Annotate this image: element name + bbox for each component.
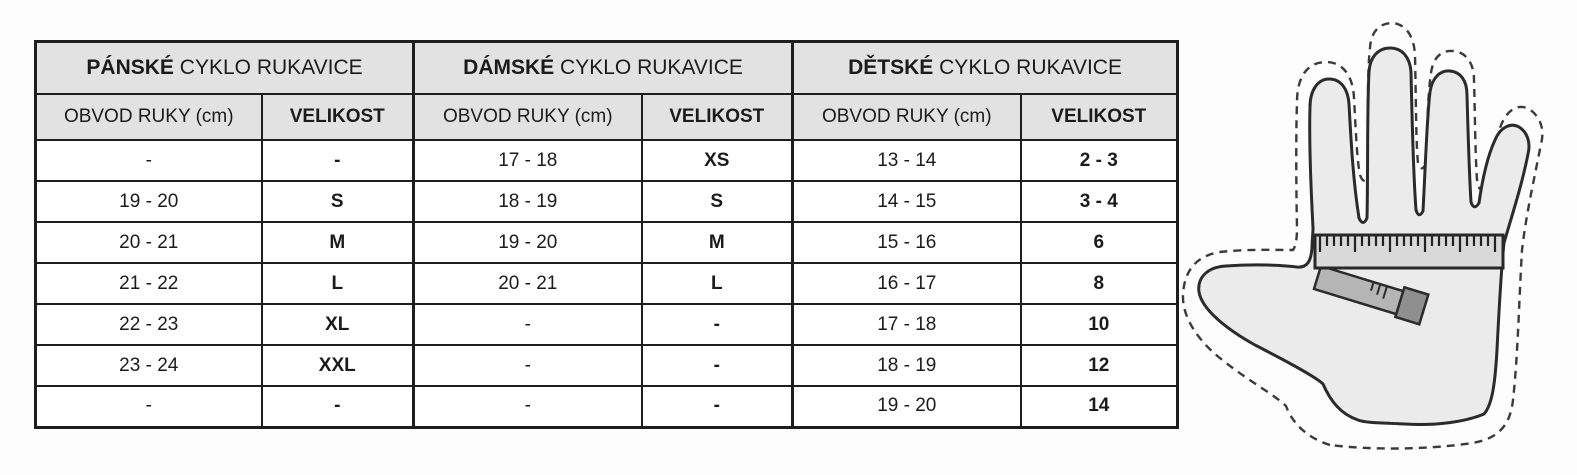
circumference-value-cell: 19 - 20 [414, 222, 642, 263]
size-row [36, 345, 1178, 386]
circumference-value-cell: 23 - 24 [36, 345, 262, 386]
size-value-cell: 6 [1021, 222, 1178, 263]
size-value-cell: 12 [1021, 345, 1178, 386]
circumference-value-cell: 14 - 15 [793, 181, 1021, 222]
mens-title-bold: PÁNSKÉ [86, 56, 174, 79]
mens-table-title [36, 42, 414, 95]
mens-title-rest: CYKLO RUKAVICE [179, 56, 363, 79]
womens-title-rest: CYKLO RUKAVICE [560, 56, 743, 79]
size-value-cell: XXL [262, 345, 414, 386]
size-value-cell: 14 [1021, 386, 1178, 427]
size-value-cell: 2 - 3 [1021, 140, 1178, 181]
circumference-value-cell: 18 - 19 [793, 345, 1021, 386]
circumference-value-cell: - [36, 140, 262, 181]
kids-table-title [793, 42, 1178, 95]
size-value-cell: - [642, 345, 793, 386]
size-row [36, 140, 1178, 181]
circumference-value-cell: 19 - 20 [36, 181, 262, 222]
womens-circumference-header: OBVOD RUKY (cm) [414, 94, 642, 140]
circumference-value-cell: 16 - 17 [793, 263, 1021, 304]
size-value-cell: 8 [1021, 263, 1178, 304]
circumference-value-cell: 18 - 19 [414, 181, 642, 222]
size-row [36, 263, 1178, 304]
circumference-value-cell: 17 - 18 [414, 140, 642, 181]
size-value-cell: M [262, 222, 414, 263]
womens-size-header: VELIKOST [642, 94, 793, 140]
mens-circumference-header: OBVOD RUKY (cm) [36, 94, 262, 140]
size-value-cell: - [642, 386, 793, 427]
mens-size-header: VELIKOST [262, 94, 414, 140]
circumference-value-cell: - [414, 304, 642, 345]
size-row [36, 304, 1178, 345]
womens-title-bold: DÁMSKÉ [463, 56, 555, 79]
size-value-cell: XL [262, 304, 414, 345]
size-rows [36, 140, 1178, 427]
size-row [36, 386, 1178, 427]
size-value-cell: - [642, 304, 793, 345]
circumference-value-cell: 15 - 16 [793, 222, 1021, 263]
circumference-value-cell: 20 - 21 [36, 222, 262, 263]
size-value-cell: 10 [1021, 304, 1178, 345]
kids-circumference-header: OBVOD RUKY (cm) [793, 94, 1021, 140]
glove-size-table [34, 40, 1179, 429]
size-value-cell: - [262, 386, 414, 427]
kids-title-bold: DĚTSKÉ [848, 56, 934, 79]
column-header-row [36, 94, 1178, 140]
circumference-value-cell: 20 - 21 [414, 263, 642, 304]
size-value-cell: S [262, 181, 414, 222]
table-title-row [36, 42, 1178, 95]
size-row [36, 222, 1178, 263]
size-value-cell: L [262, 263, 414, 304]
size-value-cell: - [262, 140, 414, 181]
circumference-value-cell: - [414, 345, 642, 386]
size-value-cell: 3 - 4 [1021, 181, 1178, 222]
kids-title-rest: CYKLO RUKAVICE [939, 56, 1122, 79]
hand-measuring-tape-icon [1180, 0, 1577, 475]
kids-size-header: VELIKOST [1021, 94, 1178, 140]
circumference-value-cell: - [36, 386, 262, 427]
circumference-value-cell: 17 - 18 [793, 304, 1021, 345]
circumference-value-cell: 13 - 14 [793, 140, 1021, 181]
circumference-value-cell: - [414, 386, 642, 427]
womens-table-title [414, 42, 793, 95]
size-value-cell: L [642, 263, 793, 304]
size-row [36, 181, 1178, 222]
circumference-value-cell: 22 - 23 [36, 304, 262, 345]
circumference-value-cell: 21 - 22 [36, 263, 262, 304]
size-value-cell: XS [642, 140, 793, 181]
size-value-cell: M [642, 222, 793, 263]
size-value-cell: S [642, 181, 793, 222]
circumference-value-cell: 19 - 20 [793, 386, 1021, 427]
